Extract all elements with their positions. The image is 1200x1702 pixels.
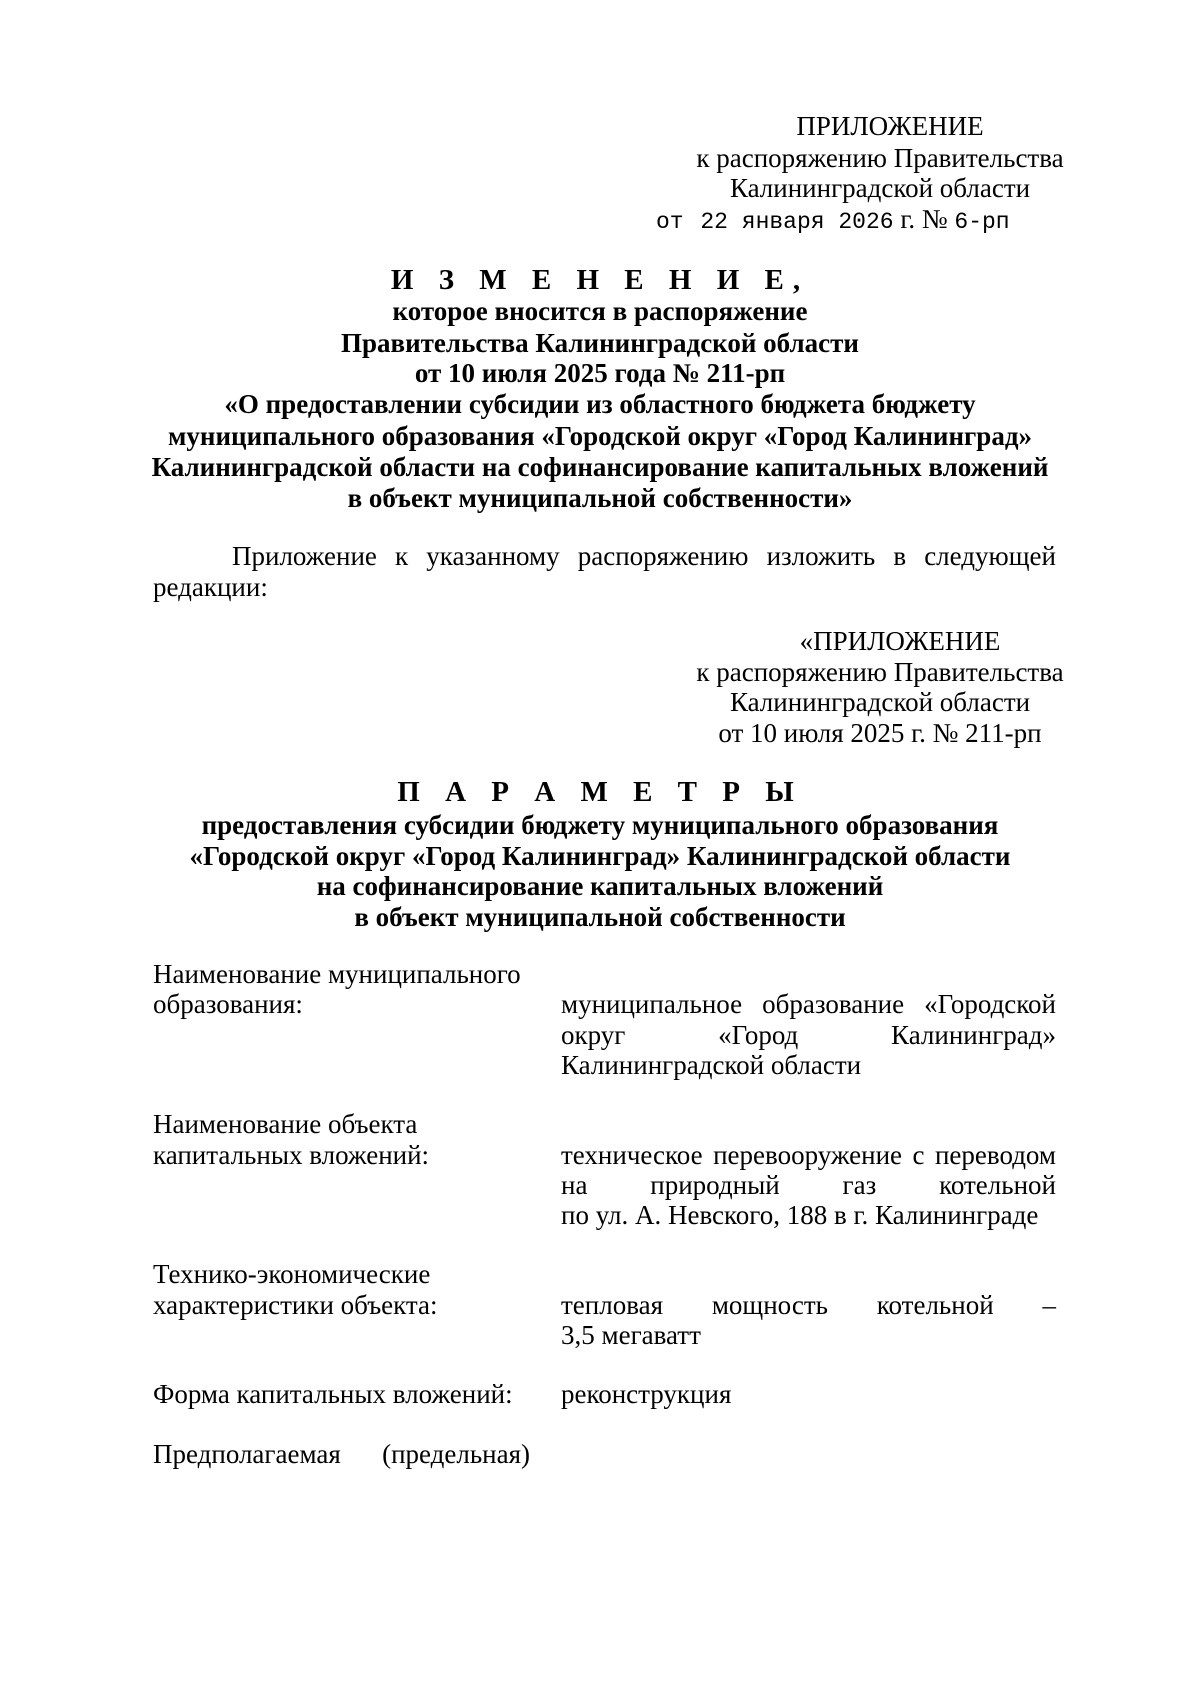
intro-word: Приложение xyxy=(232,541,377,571)
inner-appendix-line-1: к распоряжению Правительства xyxy=(696,657,1064,687)
row-value-line xyxy=(561,1169,1056,1201)
value-word: образование xyxy=(762,989,905,1019)
intro-word: следующей xyxy=(924,541,1056,571)
row-value-line: 3,5 мегаватт xyxy=(561,1320,701,1350)
intro-word: указанному xyxy=(426,541,560,571)
row-label-line xyxy=(153,1438,530,1470)
appendix-date-line xyxy=(656,203,1010,238)
heading-title: И З М Е Н Е Н И Е, xyxy=(390,264,810,296)
number-value: 6-рп xyxy=(954,209,1010,235)
value-word: на xyxy=(561,1170,588,1200)
heading-line-7: в объект муниципальной собственности» xyxy=(347,483,853,513)
number-prefix: г. № xyxy=(900,204,948,234)
value-word: котельной xyxy=(876,1290,994,1320)
value-word: тепловая xyxy=(561,1290,664,1320)
value-word: «Городской xyxy=(924,989,1056,1019)
value-word: с xyxy=(912,1140,925,1170)
inner-appendix-title: «ПРИЛОЖЕНИЕ xyxy=(799,626,1001,656)
heading-line-5: муниципального образования «Городской округ «Город Калининград» xyxy=(168,421,1032,451)
label-word: Предполагаемая xyxy=(153,1439,341,1469)
value-word: – xyxy=(1042,1290,1056,1320)
row-value-line xyxy=(561,1139,1056,1171)
intro-line-1 xyxy=(232,540,1056,572)
value-word: муниципальное xyxy=(561,989,743,1019)
intro-word: в xyxy=(893,541,907,571)
parameters-line-4: в объект муниципальной собственности xyxy=(354,902,846,932)
heading-line-1: которое вносится в распоряжение xyxy=(392,296,808,326)
intro-line-2: редакции: xyxy=(153,572,268,602)
parameters-line-1: предоставления субсидии бюджету муниципального образования xyxy=(201,810,999,840)
value-word: перевооружение xyxy=(713,1140,903,1170)
value-word: «Город xyxy=(718,1020,799,1050)
label-word: (предельная) xyxy=(382,1439,530,1469)
appendix-line-2: Калининградской области xyxy=(729,173,1031,203)
parameters-line-3: на софинансирование капитальных вложений xyxy=(316,871,884,901)
value-word: котельной xyxy=(939,1170,1056,1200)
heading-line-6: Калининградской области на софинансирование капитальных вложений xyxy=(151,452,1049,482)
heading-line-2: Правительства Калининградской области xyxy=(341,328,859,358)
parameters-title: П А Р А М Е Т Р Ы xyxy=(397,776,803,808)
intro-word: изложить xyxy=(766,541,876,571)
appendix-title: ПРИЛОЖЕНИЕ xyxy=(796,111,984,141)
row-label-line: Наименование муниципального xyxy=(153,959,521,989)
value-word: газ xyxy=(842,1170,877,1200)
heading-line-4: «О предоставлении субсидии из областного бюджета бюджету xyxy=(224,389,976,419)
row-value-line xyxy=(561,1289,1056,1321)
row-value-line: реконструкция xyxy=(561,1379,732,1409)
heading-line-3: от 10 июля 2025 года № 211-рп xyxy=(414,358,786,388)
appendix-line-1: к распоряжению Правительства xyxy=(696,143,1064,173)
intro-word: распоряжению xyxy=(577,541,749,571)
row-label-line: образования: xyxy=(153,989,303,1019)
row-value-line: Калининградской области xyxy=(561,1050,862,1080)
date-prefix: от xyxy=(656,209,684,235)
value-word: переводом xyxy=(934,1140,1056,1170)
row-value-line: по ул. А. Невского, 188 в г. Калининграде xyxy=(561,1200,1039,1230)
parameters-line-2: «Городской округ «Город Калининград» Калининградской области xyxy=(189,841,1011,871)
value-word: техническое xyxy=(561,1140,703,1170)
row-value-line xyxy=(561,1019,1056,1051)
value-word: округ xyxy=(561,1020,626,1050)
row-label-line: Технико-экономические xyxy=(153,1259,431,1289)
row-label-line: характеристики объекта: xyxy=(153,1290,438,1320)
row-label-line: Наименование объекта xyxy=(153,1109,418,1139)
value-word: мощность xyxy=(711,1290,828,1320)
inner-appendix-line-3: от 10 июля 2025 г. № 211-рп xyxy=(718,718,1042,748)
value-word: природный xyxy=(650,1170,780,1200)
date-value: 22 января 2026 xyxy=(700,209,894,235)
row-value-line xyxy=(561,988,1056,1020)
row-label-line: капитальных вложений: xyxy=(153,1140,430,1170)
inner-appendix-line-2: Калининградской области xyxy=(729,687,1031,717)
value-word: Калининград» xyxy=(891,1020,1056,1050)
row-label-line: Форма капитальных вложений: xyxy=(153,1379,513,1409)
intro-word: к xyxy=(395,541,409,571)
